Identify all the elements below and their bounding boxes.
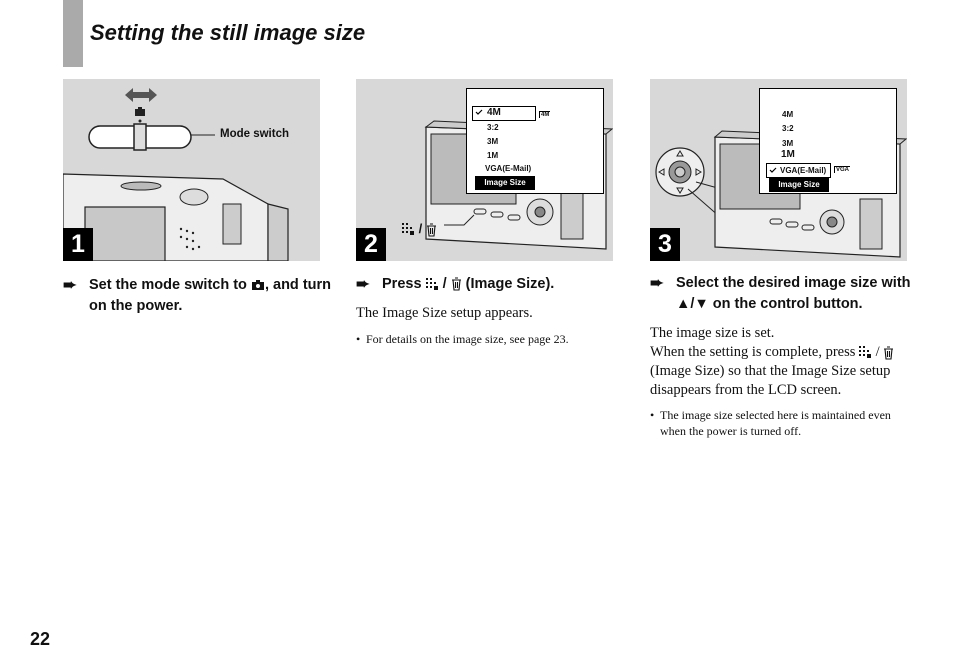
section-tab [63,0,83,67]
step-2-note: • For details on the image size, see page 23. [356,332,569,346]
step-number: 3 [650,228,680,261]
image-size-icon [426,278,439,291]
page-number: 22 [30,629,51,649]
page-title: Setting the still image size [90,20,366,45]
mode-switch-callout: Mode switch [220,128,290,140]
image-size-icon [402,223,415,236]
step-1-instruction: ➨ Set the mode switch to , and turn on the power. [63,277,332,314]
step-number: 1 [63,228,93,261]
camera-top-illustration [63,79,320,261]
menu-item: 3:2 [782,124,794,133]
step-3-body: The image size is set. When the setting is complete, press / (Image Size) so that the Image Size setup disappears from the LCD screen. [650,324,922,400]
menu-item: 1M [781,149,795,160]
step-3-note: • The image size selected here is maintained even when the power is turned off. [650,408,891,438]
trash-icon [426,223,437,237]
menu-item: VGA(E-Mail) [780,166,827,175]
menu-item: 4M [782,110,794,119]
arrow-icon: ➨ [63,277,77,294]
arrow-icon: ➨ [650,275,664,292]
step-number: 2 [356,228,386,261]
checkmark-icon [769,167,777,174]
step-2-illustration [356,79,613,261]
double-arrow-icon [125,88,157,102]
menu-item: 3:2 [487,123,499,132]
step-2-instruction: ➨ Press / (Image Size). [356,276,555,293]
image-size-button-label: / [402,221,437,237]
size-indicator: VGA [836,167,850,173]
camera-icon [135,109,145,116]
image-size-icon [859,346,872,359]
step-2-body: The Image Size setup appears. [356,305,533,321]
step-3-illustration [650,79,907,261]
menu-item: 1M [487,151,499,160]
menu-item: 4M [487,107,501,118]
menu-item: 3M [487,137,499,146]
menu-footer: Image Size [769,178,829,192]
step-3-instruction: ➨ Select the desired image size with ▲/▼ on the control button. [650,275,911,312]
lcd-menu [759,88,897,194]
menu-footer: Image Size [475,176,535,190]
trash-icon [451,277,462,291]
camera-icon [251,279,265,291]
arrow-icon: ➨ [356,276,370,293]
menu-item: 3M [782,139,794,148]
menu-item: VGA(E-Mail) [485,164,532,173]
size-indicator: 4M [541,112,550,118]
trash-icon [883,346,894,360]
lcd-menu [466,88,604,194]
step-1-illustration [63,79,320,261]
